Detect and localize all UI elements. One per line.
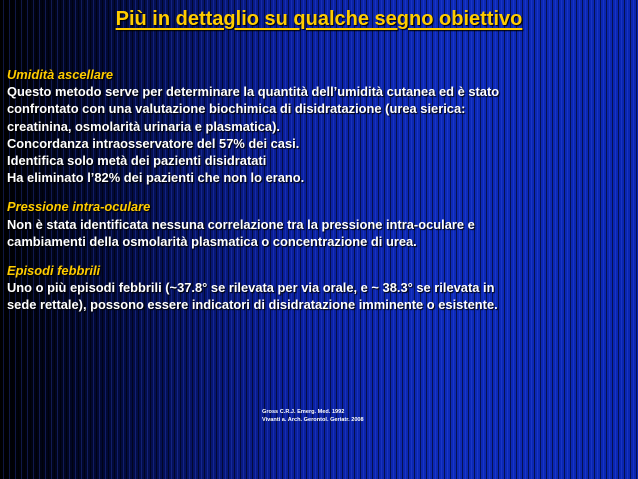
text-line: Uno o più episodi febbrili (~37.8° se rilevata per via orale, e ~ 38.3° se rilevata in [7,280,495,296]
section-heading: Episodi febbrili [7,263,101,279]
section-heading: Pressione intra-oculare [7,199,151,215]
references [262,408,364,424]
text-line: creatinina, osmolarità urinaria e plasmatica). [7,118,280,134]
text-line: Concordanza intraosservatore del 57% dei casi. [7,135,300,151]
text-line: Questo metodo serve per determinare la quantità dell’umidità cutanea ed è stato [7,84,500,100]
text-line: cambiamenti della osmolarità plasmatica o concentrazione di urea. [7,233,417,249]
text-line: Ha eliminato l’82% dei pazienti che non lo erano. [7,170,305,186]
section-umidita-ascellare [7,66,635,186]
section-heading: Umidità ascellare [7,67,114,82]
reference-item: Gross C.R.J. Emerg. Med. 1992 [262,409,345,415]
text-line: Identifica solo metà dei pazienti disidratati [7,153,267,169]
slide-content [7,66,635,326]
section-pressione-intra-oculare [7,198,635,250]
reference-item: Vivanti a. Arch. Gerontol. Geriatr. 2008 [262,417,364,423]
text-line: confrontato con una valutazione biochimica di disidratazione (urea sierica: [7,101,466,117]
text-line: Non è stata identificata nessuna correlazione tra la pressione intra-oculare e [7,216,475,232]
section-episodi-febbrili [7,262,635,314]
slide-title: Più in dettaglio su qualche segno obiettivo [115,8,523,30]
text-line: sede rettale), possono essere indicatori di disidratazione imminente o esistente. [7,297,498,313]
